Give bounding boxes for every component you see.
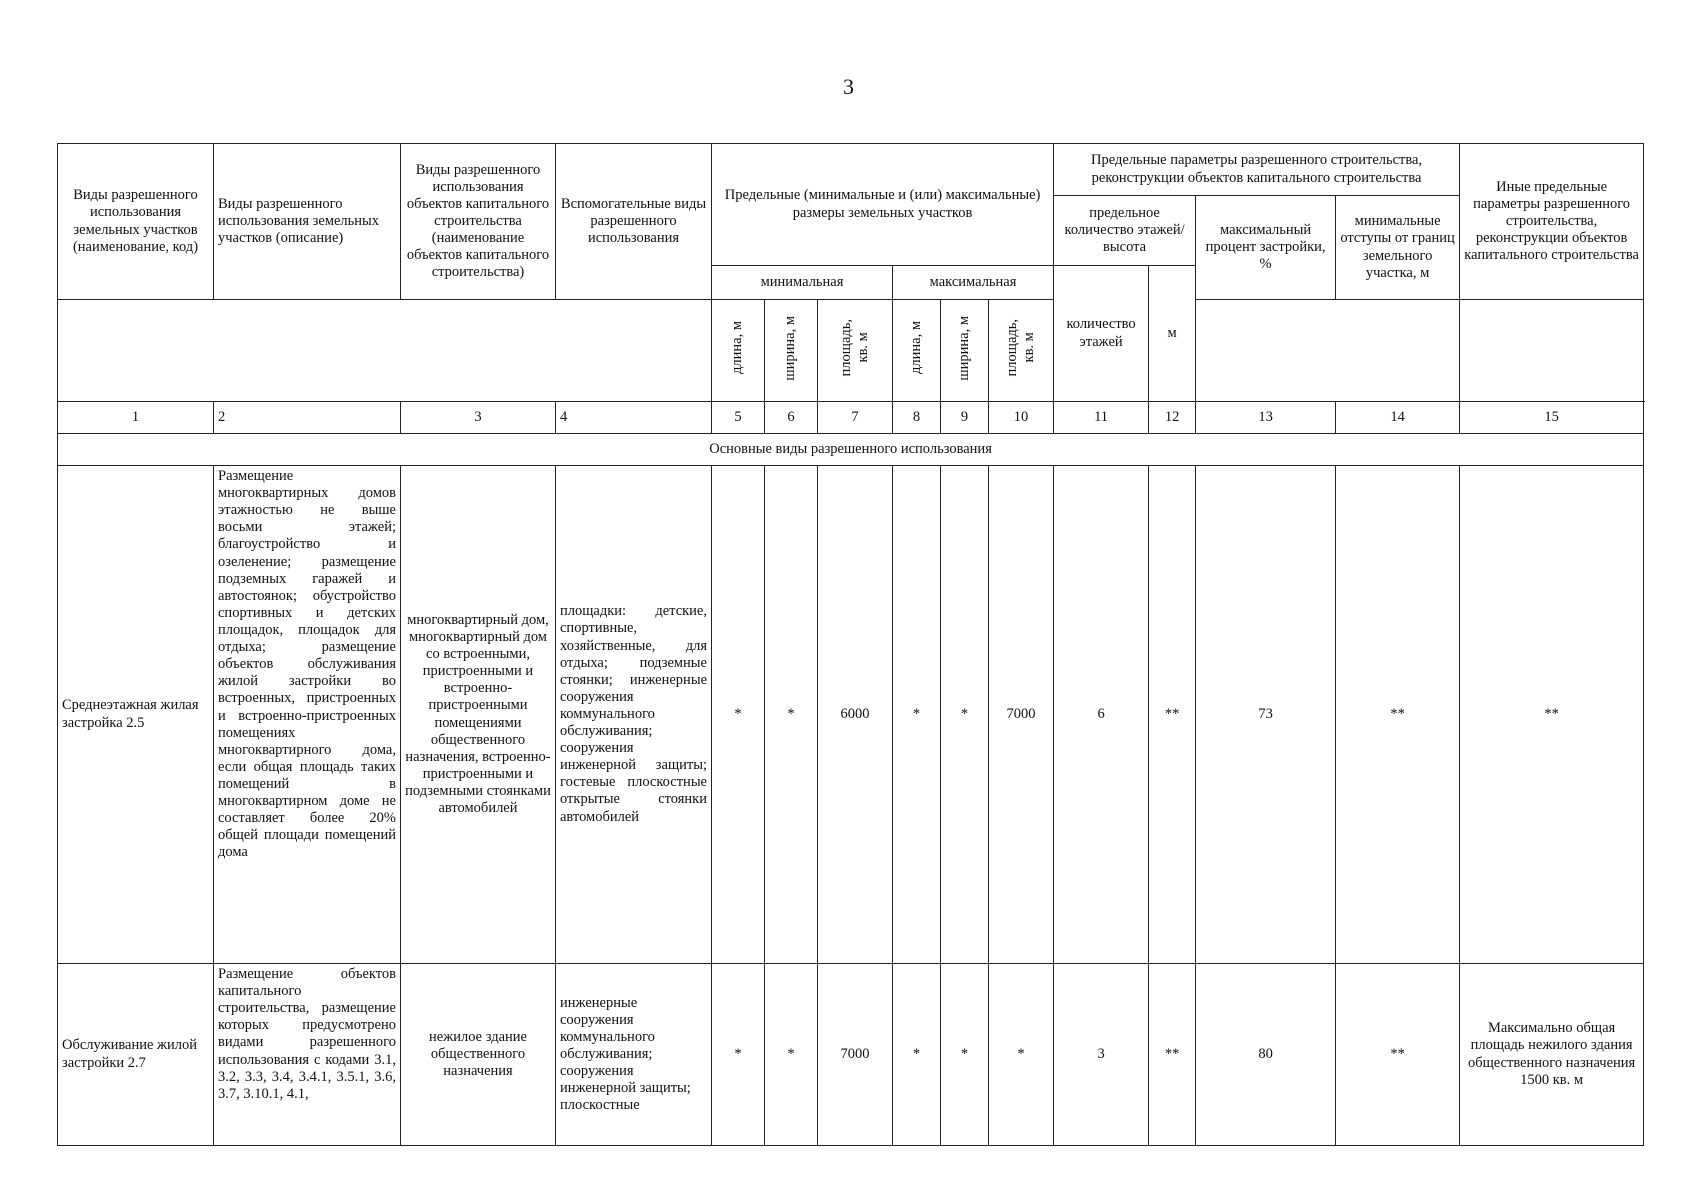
col-number: 3 <box>401 402 556 434</box>
row-name: Среднеэтажная жилая застройка 2.5 <box>58 466 214 964</box>
column-numbers-row <box>58 402 1644 434</box>
header-min-area: площадь, кв. м <box>818 300 893 402</box>
header-floors-height: предельное количество этажей/высота <box>1054 196 1196 266</box>
header-max-width: ширина, м <box>941 300 989 402</box>
row-min-width: * <box>765 466 818 964</box>
header-max-area: площадь, кв. м <box>989 300 1054 402</box>
header-group-params: Предельные параметры разрешенного строительства, реконструкции объектов капитального строительства <box>1054 144 1460 196</box>
row-description: Размещение объектов капитального строительства, размещение которых предусмотрено видами разрешенного использования с кодами 3.1, 3.2, 3.3, 3.4, 3.4.1, 3.5.1, 3.6, 3.7, 3.10.1, 4.1, <box>214 964 401 1146</box>
row-floors: 6 <box>1054 466 1149 964</box>
row-percent: 80 <box>1196 964 1336 1146</box>
header-meters: м <box>1149 266 1196 402</box>
col-number: 2 <box>214 402 401 434</box>
col-number: 9 <box>941 402 989 434</box>
header-max: максимальная <box>893 266 1054 300</box>
col-number: 15 <box>1460 402 1644 434</box>
row-height: ** <box>1149 964 1196 1146</box>
row-max-area: 7000 <box>989 466 1054 964</box>
header-col4: Вспомогательные виды разрешенного использования <box>556 144 712 300</box>
row-auxiliary: площадки: детские, спортивные, хозяйственные, для отдыха; подземные стоянки; инженерные сооружения коммунального обслуживания; сооружения инженерной защиты; гостевые плоскостные открытые стоянки автомобилей <box>556 466 712 964</box>
header-min: минимальная <box>712 266 893 300</box>
row-floors: 3 <box>1054 964 1149 1146</box>
row-min-area: 7000 <box>818 964 893 1146</box>
row-max-length: * <box>893 466 941 964</box>
header-col2: Виды разрешенного использования земельных участков (описание) <box>214 144 401 300</box>
col-number: 6 <box>765 402 818 434</box>
header-min-offsets: минимальные отступы от границ земельного участка, м <box>1336 196 1460 300</box>
col-number: 11 <box>1054 402 1149 434</box>
row-name: Обслуживание жилой застройки 2.7 <box>58 964 214 1146</box>
row-max-length: * <box>893 964 941 1146</box>
row-auxiliary: инженерные сооружения коммунального обслуживания; сооружения инженерной защиты; плоскостные <box>556 964 712 1146</box>
header-floors-count: количество этажей <box>1054 266 1149 402</box>
header-other: Иные предельные параметры разрешенного строительства, реконструкции объектов капитального строительства <box>1460 144 1644 300</box>
header-min-width: ширина, м <box>765 300 818 402</box>
col-number: 12 <box>1149 402 1196 434</box>
row-other: ** <box>1460 466 1644 964</box>
row-max-area: * <box>989 964 1054 1146</box>
row-max-width: * <box>941 466 989 964</box>
col-number: 10 <box>989 402 1054 434</box>
row-min-length: * <box>712 964 765 1146</box>
col-number: 13 <box>1196 402 1336 434</box>
row-percent: 73 <box>1196 466 1336 964</box>
header-spacer-3 <box>1460 300 1644 402</box>
row-min-area: 6000 <box>818 466 893 964</box>
header-col1: Виды разрешенного использования земельных участков (наименование, код) <box>58 144 214 300</box>
row-max-width: * <box>941 964 989 1146</box>
col-number: 7 <box>818 402 893 434</box>
table-row <box>58 466 1644 964</box>
col-number: 5 <box>712 402 765 434</box>
row-min-width: * <box>765 964 818 1146</box>
row-offsets: ** <box>1336 466 1460 964</box>
header-col3: Виды разрешенного использования объектов капитального строительства (наименование объектов капитального строительства) <box>401 144 556 300</box>
table-row <box>58 964 1644 1146</box>
page-number: 3 <box>843 74 854 99</box>
col-number: 14 <box>1336 402 1460 434</box>
section-title: Основные виды разрешенного использования <box>58 434 1644 466</box>
col-number: 8 <box>893 402 941 434</box>
header-max-percent: максимальный процент застройки, % <box>1196 196 1336 300</box>
land-use-table <box>57 143 1644 1146</box>
row-other: Максимально общая площадь нежилого здания общественного назначения 1500 кв. м <box>1460 964 1644 1146</box>
col-number: 1 <box>58 402 214 434</box>
col-number: 4 <box>556 402 712 434</box>
header-spacer <box>58 300 712 402</box>
row-description: Размещение многоквартирных домов этажностью не выше восьми этажей; благоустройство и озеленение; размещение подземных гаражей и автостоянок; обустройство спортивных и детских площадок, площадок для отдыха; размещение объектов обслуживания жилой застройки во встроенных, пристроенных и встроенно-пристроенных помещениях многоквартирного дома, если общая площадь таких помещений в многоквартирном доме не составляет более 20% общей площади помещений дома <box>214 466 401 964</box>
row-height: ** <box>1149 466 1196 964</box>
header-min-length: длина, м <box>712 300 765 402</box>
header-max-length: длина, м <box>893 300 941 402</box>
header-group-sizes: Предельные (минимальные и (или) максимальные) размеры земельных участков <box>712 144 1054 266</box>
row-objects: нежилое здание общественного назначения <box>401 964 556 1146</box>
row-offsets: ** <box>1336 964 1460 1146</box>
row-objects: многоквартирный дом, многоквартирный дом со встроенными, пристроенными и встроенно-пристроенными помещениями общественного назначения, встроенно-пристроенными и подземными стоянками автомобилей <box>401 466 556 964</box>
row-min-length: * <box>712 466 765 964</box>
header-spacer-2 <box>1196 300 1460 402</box>
